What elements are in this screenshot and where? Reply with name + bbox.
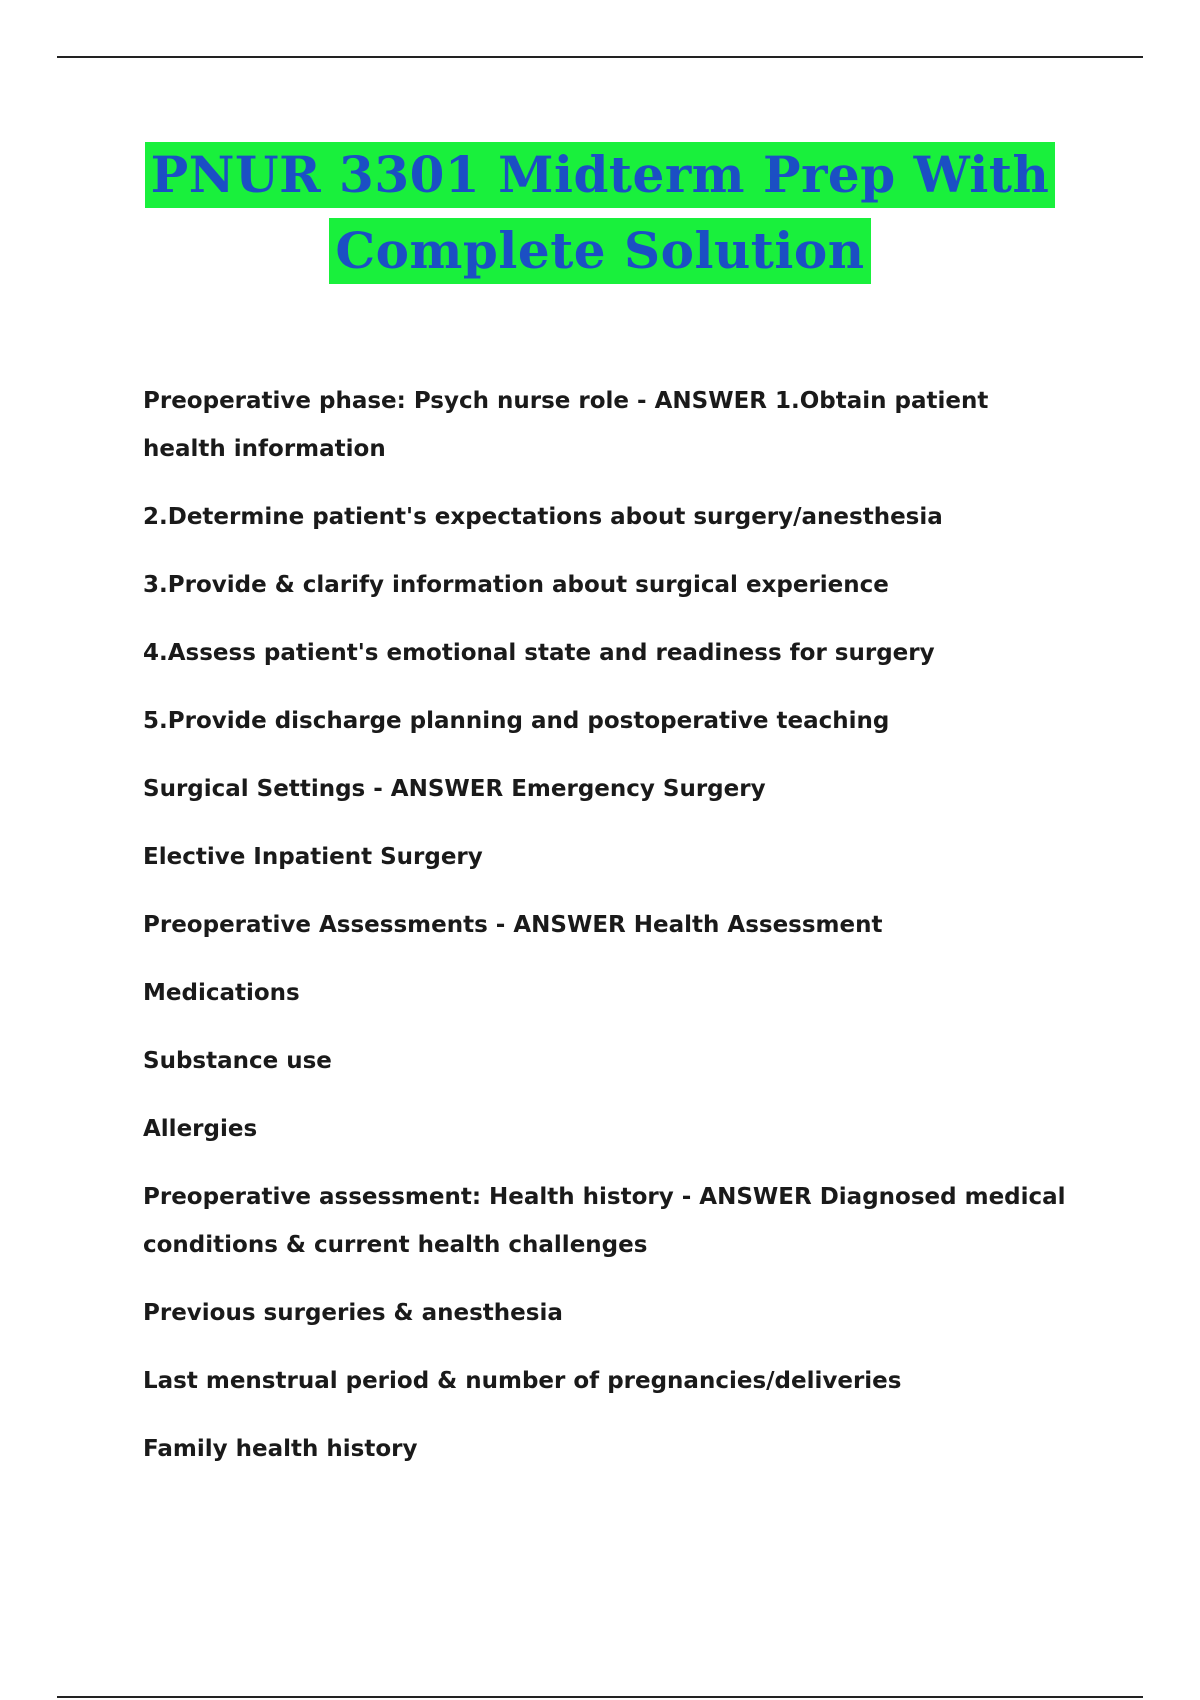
paragraph: Allergies [143, 1116, 258, 1142]
footer-rule [57, 1696, 1143, 1698]
paragraph: Family health history [143, 1436, 418, 1462]
header-rule [57, 56, 1143, 58]
paragraph: 4.Assess patient's emotional state and readiness for surgery [143, 640, 935, 666]
paragraph: 2.Determine patient's expectations about surgery/anesthesia [143, 504, 943, 530]
paragraph: Previous surgeries & anesthesia [143, 1300, 563, 1326]
paragraph: Preoperative Assessments - ANSWER Health Assessment [143, 912, 883, 938]
title-line-2: Complete Solution [329, 218, 870, 284]
paragraph: Surgical Settings - ANSWER Emergency Surgery [143, 776, 766, 802]
paragraph: Medications [143, 980, 300, 1006]
paragraph: Preoperative phase: Psych nurse role - ANSWER 1.Obtain patient health information [143, 388, 989, 462]
paragraph: Preoperative assessment: Health history - ANSWER Diagnosed medical conditions & current health challenges [143, 1184, 1066, 1258]
document-body [143, 377, 1073, 1493]
document-title [0, 142, 1200, 294]
paragraph: 5.Provide discharge planning and postoperative teaching [143, 708, 890, 734]
paragraph: Elective Inpatient Surgery [143, 844, 483, 870]
paragraph: Substance use [143, 1048, 332, 1074]
title-line-1: PNUR 3301 Midterm Prep With [145, 142, 1056, 208]
paragraph: 3.Provide & clarify information about surgical experience [143, 572, 889, 598]
paragraph: Last menstrual period & number of pregnancies/deliveries [143, 1368, 902, 1394]
